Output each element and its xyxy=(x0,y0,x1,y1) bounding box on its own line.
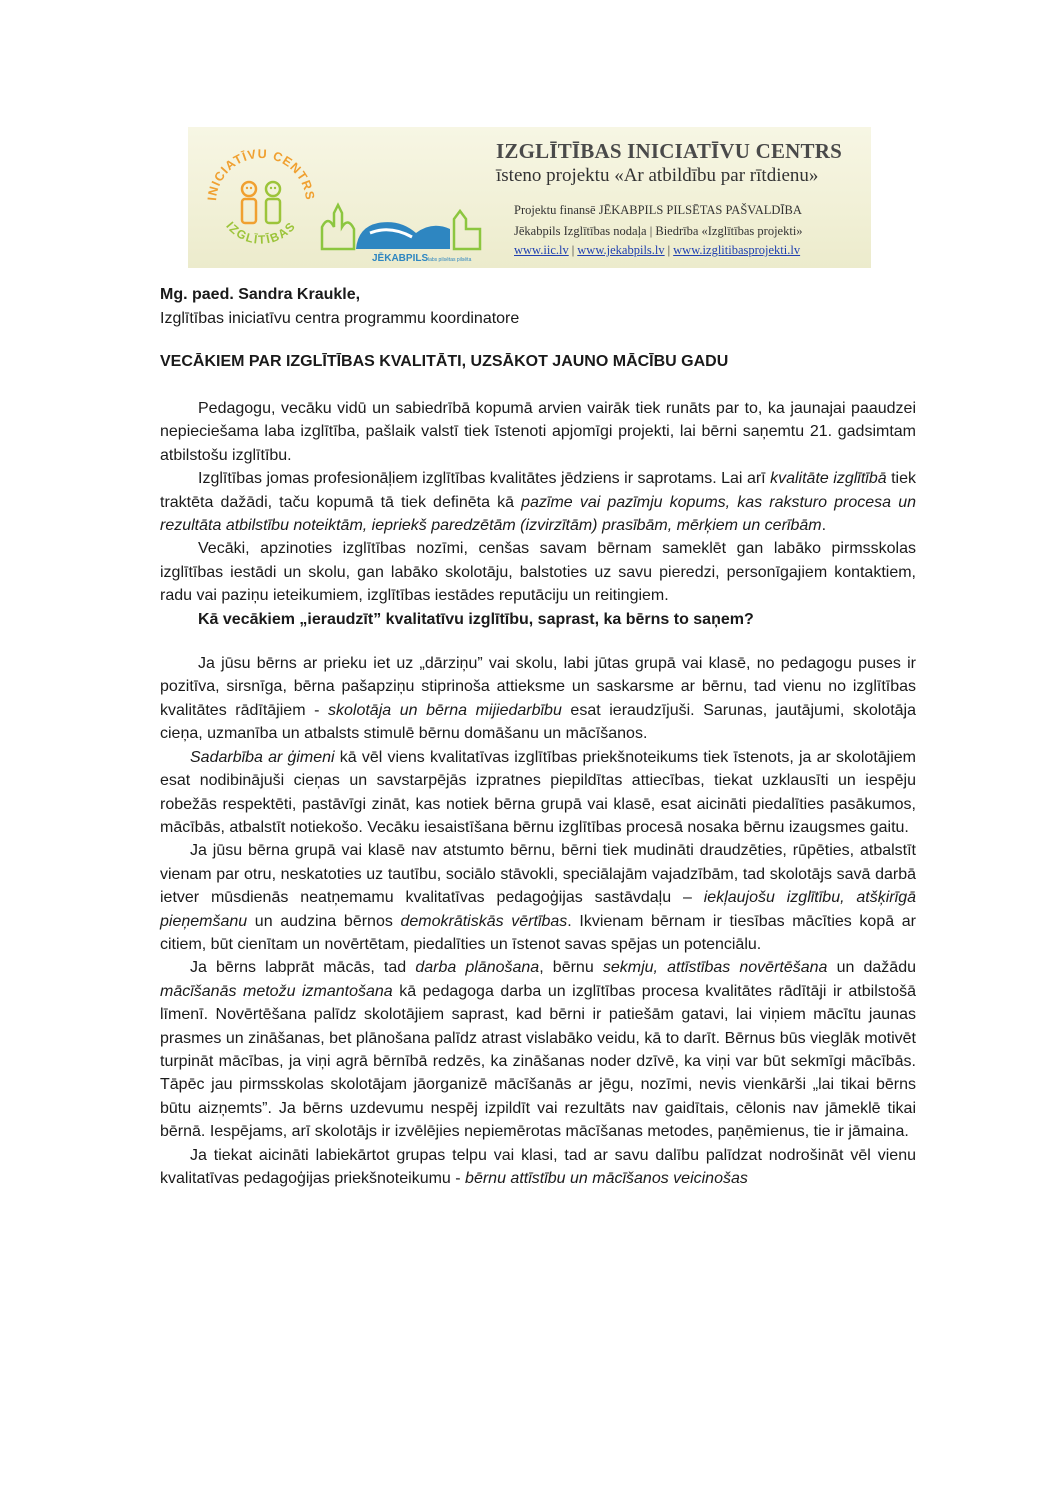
banner-subtitle: īsteno projektu «Ar atbildību par rītdienu» xyxy=(496,165,819,186)
banner-links xyxy=(514,243,800,258)
paragraph: Pedagogu, vecāku vidū un sabiedrībā kopumā arvien vairāk tiek runāts par to, ka jaunajai paaudzei nepieciešama laba izglītība, pašlaik valstī tiek īstenoti apjomīgi projekti, lai bērni saņemtu 21. gadsimtam atbilstošu izglītību. xyxy=(160,400,916,464)
iic-seal-logo xyxy=(202,139,320,257)
svg-text:labs pilsētas pilsēta: labs pilsētas pilsēta xyxy=(428,257,472,263)
paragraph: Sadarbība ar ģimeni kā vēl viens kvalitatīvas izglītības priekšnoteikums tiek īstenots, ja ar skolotājiem esat nodibinājuši cieņas un savstarpējās izpratnes piepildītas attiecības, tiekat uzklausīti un iespēju robežās respektēti, pastāvīgi zināt, kas notiek bērna grupā vai klasē, esat aicināti piedalīties pasākumos, mācībās, atbalstīt notiekošo. Vecāku iesaistīšana bērnu izglītības procesā nosaka bērnu izaugsmes gaitu. xyxy=(160,748,916,836)
paragraph: Ja bērns labprāt mācās, tad darba plānošana, bērnu sekmju, attīstības novērtēšana un dažādu mācīšanās metožu izmantošana kā pedagoga darba un izglītības procesa kvalitātes rādītāji ir atbilstošā līmenī. Novērtēšana palīdz skolotājiem saprast, kad bērni ir patiešām gatavi, lai viņiem mācītu jaunas prasmes un zināšanas, bet plānošana palīdz atrast vislabāko veidu, kā to darīt. Bērnus būs vieglāk motivēt turpināt mācības, ja viņi agrā bērnībā redzēs, ka zināšanas noder dzīvē, ka viņi var būt sekmīgi mācībās. Tāpēc jau pirmsskolas skolotājam jāorganizē mācīšanās ar jēgu, nozīmi, nevis vienkārši „lai tikai bērns būtu aizņemts”. Ja bērns uzdevumu nespēj izpildīt vai rezultāts nav gaidītais, cēlonis nav jāmeklē tikai bērnā. Iespējams, arī skolotājs ir izvēlējies nepiemērotas mācīšanas metodes, paņēmienus, tie ir jāmaina. xyxy=(160,959,917,1141)
link-jekabpils[interactable]: www.jekabpils.lv xyxy=(577,243,665,257)
link-separator: | xyxy=(571,243,575,257)
svg-text:INICIATĪVU CENTRS: INICIATĪVU CENTRS xyxy=(205,146,318,202)
link-iic[interactable]: www.iic.lv xyxy=(514,243,569,257)
banner-partners-line: Jēkabpils Izglītības nodaļa | Biedrība «Izglītības projekti» xyxy=(514,224,803,238)
banner-funding-line: Projektu finansē JĒKABPILS PILSĒTAS PAŠVALDĪBA xyxy=(514,203,802,217)
link-separator: | xyxy=(667,243,671,257)
paragraph: Ja jūsu bērna grupā vai klasē nav atstumto bērnu, bērni tiek mudināti draudzēties, rūpēties, atbalstīt vienam par otru, neskatoties uz tautību, sociālo stāvokli, speciālajām vajadzībām, tad skolotājs savā darbā ietver mūsdienās neatņemamu kvalitatīvas pedagoģijas sastāvdaļu – iekļaujošu izglītību, atšķirīgā pieņemšanu un audzina bērnos demokrātiskās vērtības. Ikvienam bērnam ir tiesības mācīties kopā ar citiem, būt cienītam un novērtētam, piedalīties un īstenot savas spējas un potenciālu. xyxy=(160,842,916,953)
section-question: Kā vecākiem „ieraudzīt” kvalitatīvu izglītību, saprast, ka bērns to saņem? xyxy=(198,610,754,628)
paragraph: Izglītības jomas profesionāļiem izglītības kvalitātes jēdziens ir saprotams. Lai arī kvalitāte izglītībā tiek traktēta dažādi, taču kopumā tā tiek definēta kā pazīme vai pazīmju kopums, kas raksturo procesa un rezultāta atbilstību noteiktām, iepriekš paredzētām (izvirzītām) prasībām, mērķiem un cerībām. xyxy=(160,470,916,535)
svg-text:IZGLĪTĪBAS: IZGLĪTĪBAS xyxy=(223,218,299,247)
article-title: VECĀKIEM PAR IZGLĪTĪBAS KVALITĀTI, UZSĀKOT JAUNO MĀCĪBU GADU xyxy=(160,353,729,370)
project-banner xyxy=(188,127,871,268)
author-name: Mg. paed. Sandra Kraukle, xyxy=(160,286,361,303)
article-body xyxy=(160,397,916,1190)
paragraph: Ja jūsu bērns ar prieku iet uz „dārziņu” vai skolu, labi jūtas grupā vai klasē, no pedagogu puses ir pozitīva, sirsnīga, bērna pašapziņu stiprinoša attieksme un saskarsme ar bērnu, tad vienu no izglītības kvalitātes rādītājiem - skolotāja un bērna mijiedarbību esat ieraudzījuši. Sarunas, jautājumi, skolotāja cieņa, uzmanība un atbalsts stimulē bērnu domāšanu un mācīšanos. xyxy=(160,655,917,743)
svg-text:JĒKABPILS: JĒKABPILS xyxy=(372,253,429,264)
link-izglitibasprojekti[interactable]: www.izglitibasprojekti.lv xyxy=(673,243,801,257)
jekabpils-city-logo xyxy=(320,189,488,265)
paragraph: Ja tiekat aicināti labiekārtot grupas telpu vai klasi, tad ar savu dalību palīdzat nodrošināt vēl vienu kvalitatīvas pedagoģijas priekšnoteikumu - bērnu attīstību un mācīšanos veicinošas xyxy=(160,1146,916,1187)
author-role: Izglītības iniciatīvu centra programmu koordinatore xyxy=(160,310,520,327)
paragraph: Vecāki, apzinoties izglītības nozīmi, cenšas savam bērnam sameklēt gan labāko pirmsskolas izglītības iestādi un skolu, gan labāko skolotāju, balstoties uz savu pieredzi, personīgajiem kontaktiem, radu vai paziņu ieteikumiem, izglītības iestādes reputāciju un reitingiem. xyxy=(160,540,916,605)
banner-title: IZGLĪTĪBAS INICIATĪVU CENTRS xyxy=(496,139,842,163)
